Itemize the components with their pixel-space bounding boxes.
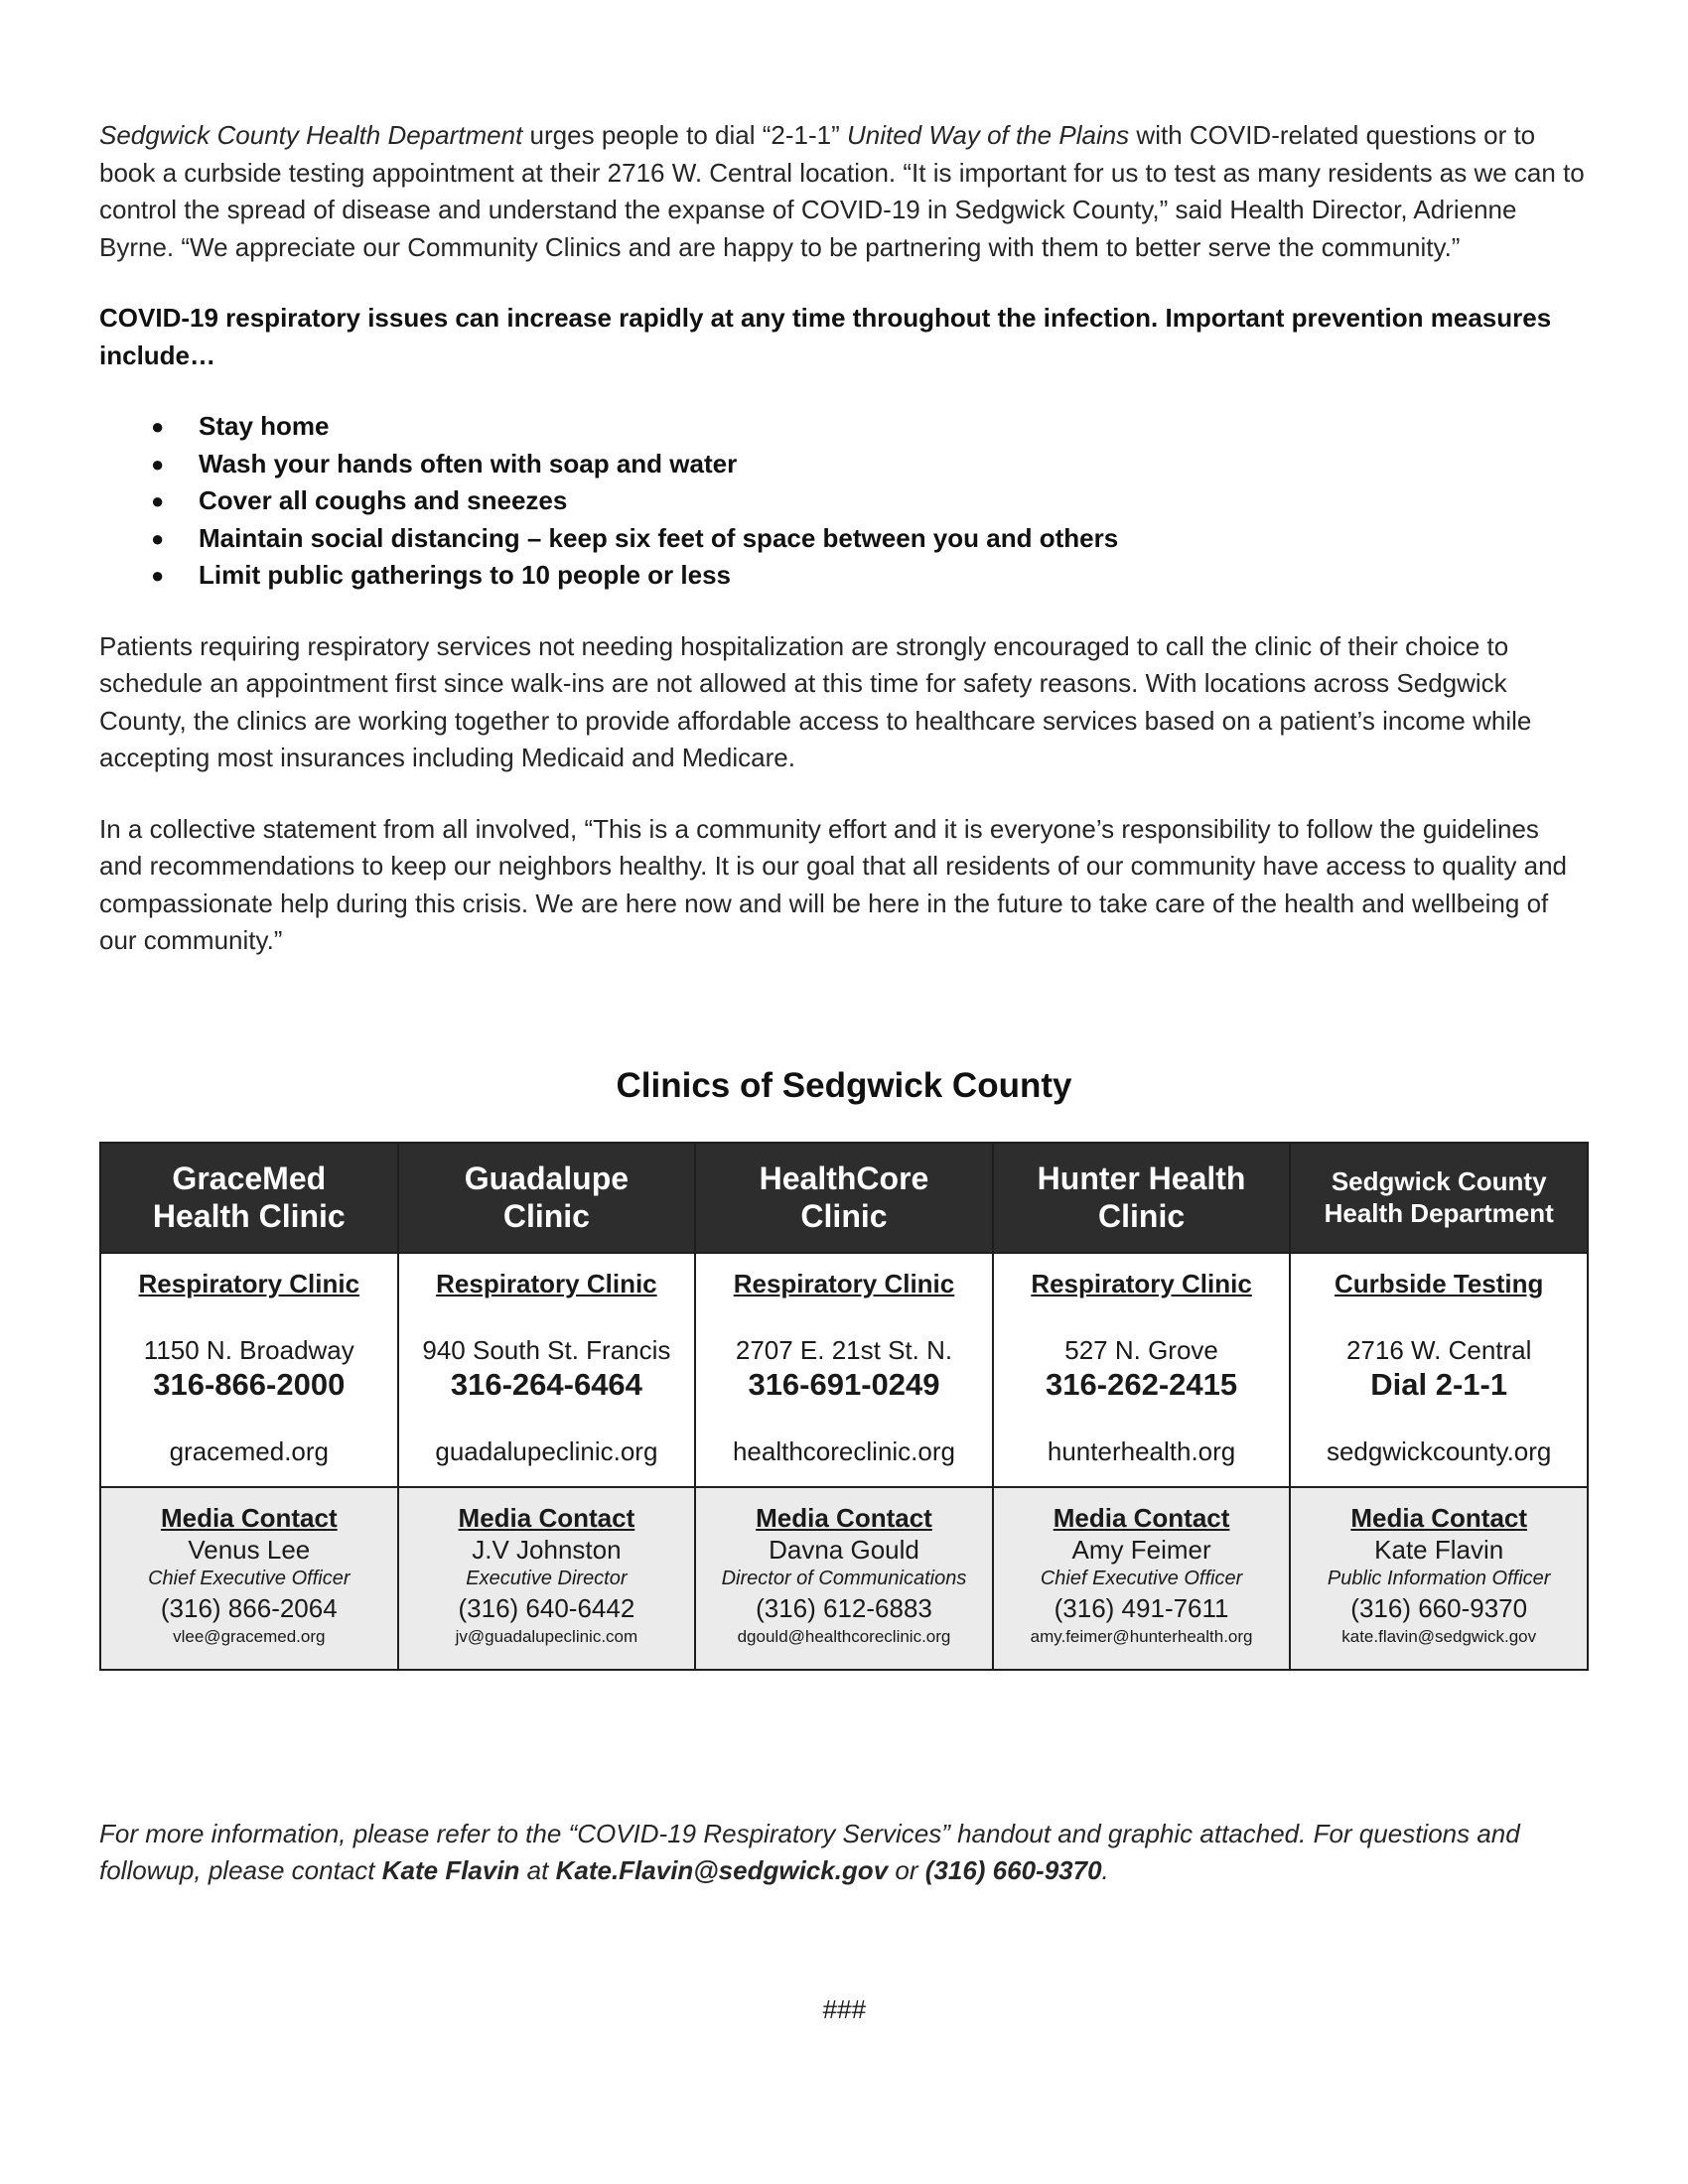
contact-email: amy.feimer@hunterhealth.org [1030, 1626, 1253, 1646]
patients-paragraph: Patients requiring respiratory services not needing hospitalization are strongly encouraged to call the clinic of their choice to schedule an appointment first since walk-ins are not allowed at this time for safety reasons. With locations across Sedgwick County, the clinics are working together to provide affordable access to healthcare services based on a patient’s income while accepting most insurances including Medicaid and Medicare. [99, 630, 1532, 772]
contact-role: Chief Executive Officer [1040, 1567, 1243, 1589]
clinic-address: 527 N. Grove [1064, 1334, 1218, 1365]
media-contact-cell [1290, 1487, 1588, 1670]
contact-name: Amy Feimer [1071, 1534, 1211, 1565]
table-row [100, 1253, 1588, 1487]
footer-contact-email: Kate.Flavin@sedgwick.gov [555, 1855, 889, 1885]
clinics-table [99, 1142, 1589, 1671]
service-type: Respiratory Clinic [436, 1268, 657, 1298]
clinic-address: 2707 E. 21st St. N. [735, 1334, 953, 1365]
media-contact-label: Media Contact [160, 1502, 338, 1533]
footer-contact-name: Kate Flavin [381, 1855, 520, 1885]
contact-name: Venus Lee [188, 1534, 311, 1565]
media-contact-cell [695, 1487, 993, 1670]
statement-paragraph: In a collective statement from all involved, “This is a community effort and it is everyone’s responsibility to follow the guidelines and recommendations to keep our neighbors healthy. It is our goal that all residents of our community have access to quality and compassionate help during this crisis. We are here now and will be here in the future to take care of the health and wellbeing of our community.” [99, 813, 1568, 955]
list-item: ● Cover all coughs and sneezes [99, 482, 1589, 520]
contact-email: kate.flavin@sedgwick.gov [1341, 1626, 1537, 1646]
footer-contact-phone: (316) 660-9370 [924, 1855, 1102, 1885]
media-contact-label: Media Contact [756, 1502, 932, 1533]
clinic-address: 2716 W. Central [1345, 1334, 1532, 1365]
clinic-website: gracemed.org [169, 1435, 329, 1466]
contact-phone: (316) 640-6442 [458, 1592, 635, 1623]
contact-phone: (316) 660-9370 [1350, 1592, 1528, 1623]
united-way-name: United Way of the Plains [846, 120, 1130, 150]
clinic-header-healthcore: HealthCore Clinic [695, 1143, 993, 1253]
service-cell [398, 1253, 696, 1487]
contact-role: Public Information Officer [1327, 1567, 1551, 1589]
table-title: Clinics of Sedgwick County [616, 1065, 1072, 1105]
clinic-website: healthcoreclinic.org [732, 1435, 955, 1466]
agency-name: Sedgwick County Health Department [99, 120, 523, 150]
clinic-header-guadalupe: Guadalupe Clinic [398, 1143, 696, 1253]
clinic-phone: Dial 2-1-1 [1370, 1366, 1508, 1402]
contact-email: dgould@healthcoreclinic.org [737, 1626, 951, 1646]
clinic-header-hunter-health: Hunter Health Clinic [993, 1143, 1291, 1253]
list-item: ● Maintain social distancing – keep six feet of space between you and others [99, 520, 1589, 558]
media-contact-cell [398, 1487, 696, 1670]
contact-phone: (316) 491-7611 [1054, 1592, 1229, 1623]
contact-email: vlee@gracemed.org [173, 1626, 326, 1646]
list-item: ● Limit public gatherings to 10 people or less [99, 557, 1589, 595]
bullet-icon: ● [151, 563, 165, 588]
prevention-list [99, 408, 1589, 595]
bullet-icon: ● [151, 414, 165, 439]
intro-paragraph: Sedgwick County Health Department urges people to dial “2-1-1” United Way of the Plains with COVID-related questions or to book a curbside testing appointment at their 2716 W. Central location. “It is important for us to test as many residents as we can to control the spread of disease and understand the expanse of COVID-19 in Sedgwick County,” said Health Director, Adrienne Byrne. “We appreciate our Community Clinics and are happy to be partnering with them to better serve the community.” [99, 120, 1585, 262]
service-type: Curbside Testing [1334, 1268, 1544, 1298]
bullet-icon: ● [151, 451, 165, 477]
media-contact-label: Media Contact [1053, 1502, 1230, 1533]
clinic-header-sedgwick-county: Sedgwick County Health Department [1290, 1143, 1588, 1253]
contact-role: Chief Executive Officer [148, 1567, 351, 1589]
media-contact-label: Media Contact [1350, 1502, 1528, 1533]
contact-role: Director of Communications [721, 1567, 967, 1589]
clinic-phone: 316-264-6464 [450, 1366, 642, 1402]
service-type: Respiratory Clinic [1031, 1268, 1252, 1298]
clinic-address: 940 South St. Francis [422, 1334, 671, 1365]
end-mark: ### [822, 1993, 866, 2024]
footer-paragraph: For more information, please refer to the “COVID-19 Respiratory Services” handout and graphic attached. For questions and followup, please contact Kate Flavin at Kate.Flavin@sedgwick.gov or (316) 660-9370. [99, 1818, 1520, 1885]
press-release-page [99, 117, 1589, 2025]
contact-name: Kate Flavin [1374, 1534, 1504, 1565]
contact-name: J.V Johnston [472, 1534, 622, 1565]
media-contact-cell [993, 1487, 1291, 1670]
contact-name: Davna Gould [769, 1534, 919, 1565]
clinic-website: hunterhealth.org [1047, 1435, 1236, 1466]
clinic-address: 1150 N. Broadway [143, 1334, 354, 1365]
clinic-header-gracemed: GraceMed Health Clinic [100, 1143, 398, 1253]
table-header-row [100, 1143, 1588, 1253]
prevention-heading: COVID-19 respiratory issues can increase rapidly at any time throughout the infection. Important prevention measures include… [99, 303, 1552, 370]
list-item: ● Stay home [99, 408, 1589, 446]
bullet-icon: ● [151, 525, 165, 551]
media-contact-label: Media Contact [458, 1502, 635, 1533]
service-type: Respiratory Clinic [138, 1268, 360, 1298]
service-cell [100, 1253, 398, 1487]
clinic-website: guadalupeclinic.org [435, 1435, 658, 1466]
contact-role: Executive Director [466, 1567, 628, 1589]
list-item: ● Wash your hands often with soap and water [99, 446, 1589, 483]
service-cell [993, 1253, 1291, 1487]
clinic-website: sedgwickcounty.org [1326, 1435, 1552, 1466]
contact-phone: (316) 866-2064 [160, 1592, 338, 1623]
service-type: Respiratory Clinic [733, 1268, 955, 1298]
clinic-phone: 316-262-2415 [1046, 1366, 1238, 1402]
contact-email: jv@guadalupeclinic.com [455, 1626, 638, 1646]
media-contact-cell [100, 1487, 398, 1670]
clinic-phone: 316-691-0249 [748, 1366, 940, 1402]
contact-phone: (316) 612-6883 [756, 1592, 932, 1623]
table-row [100, 1487, 1588, 1670]
service-cell [1290, 1253, 1588, 1487]
service-cell [695, 1253, 993, 1487]
clinic-phone: 316-866-2000 [153, 1366, 346, 1402]
bullet-icon: ● [151, 488, 165, 513]
